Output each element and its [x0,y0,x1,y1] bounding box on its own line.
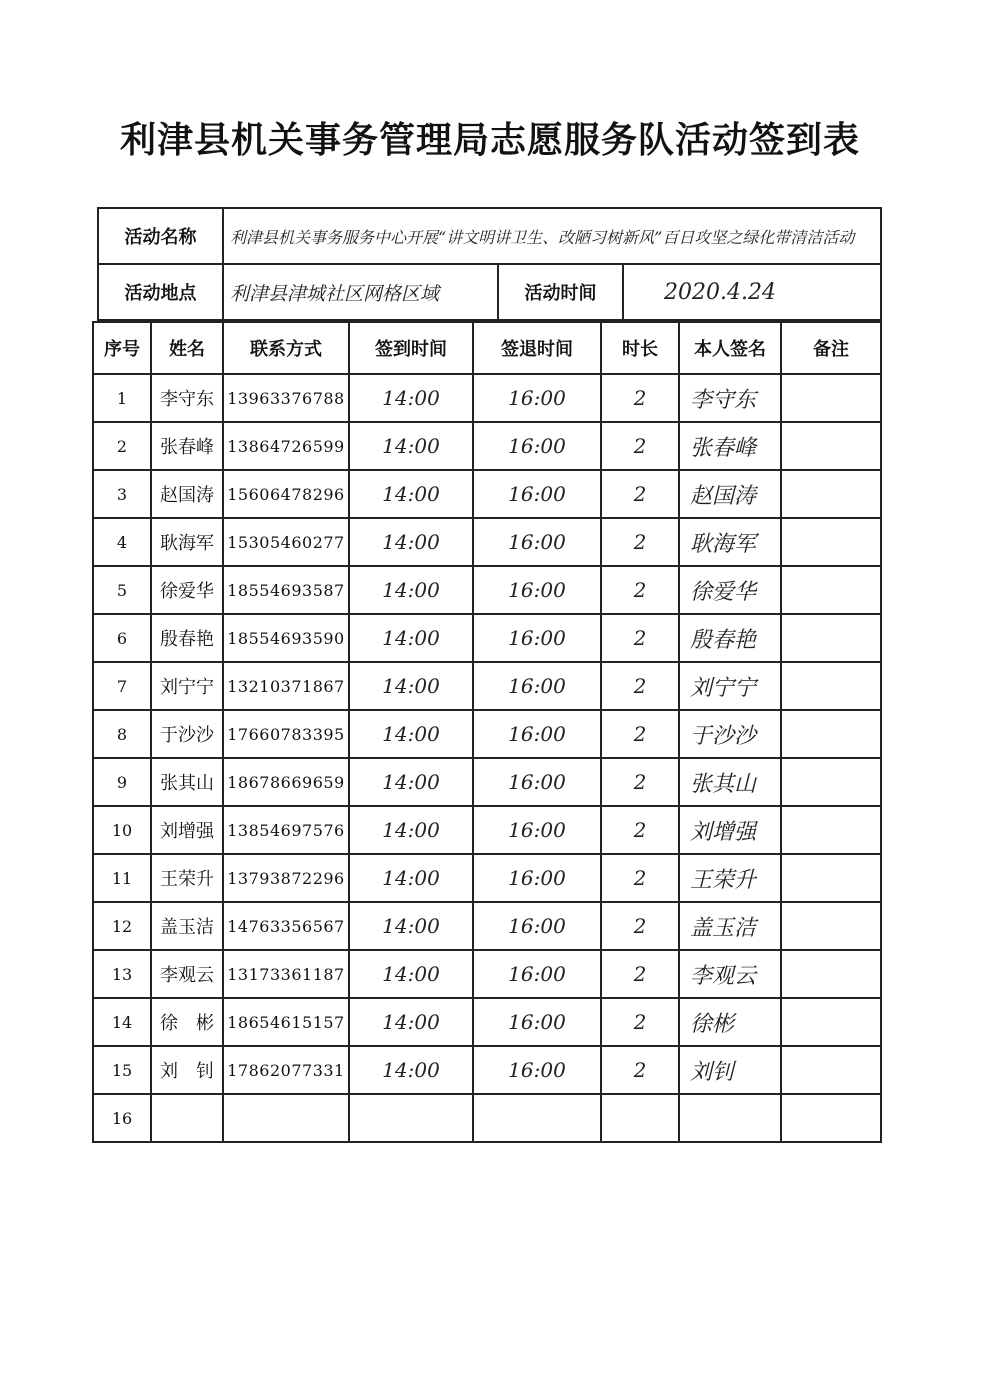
row-duration [601,1094,679,1142]
row-name: 王荣升 [151,854,223,902]
table-row [93,902,881,950]
header-contact: 联系方式 [223,322,349,374]
row-number: 5 [93,566,151,614]
row-sign-in-time: 14:00 [349,470,473,518]
row-sign-out-time: 16:00 [473,854,601,902]
row-phone: 15305460277 [223,518,349,566]
row-phone: 17660783395 [223,710,349,758]
table-row [93,470,881,518]
table-row [93,758,881,806]
row-signature: 赵国涛 [679,470,781,518]
row-name: 刘宁宁 [151,662,223,710]
row-name: 赵国涛 [151,470,223,518]
row-sign-out-time: 16:00 [473,710,601,758]
row-phone: 13210371867 [223,662,349,710]
row-phone: 18654615157 [223,998,349,1046]
activity-time-value: 2020.4.24 [623,264,881,320]
row-remarks [781,662,881,710]
row-name: 耿海军 [151,518,223,566]
row-remarks [781,614,881,662]
row-name: 刘 钊 [151,1046,223,1094]
row-duration: 2 [601,662,679,710]
activity-time-label: 活动时间 [498,264,623,320]
table-row [93,806,881,854]
row-duration: 2 [601,950,679,998]
row-remarks [781,518,881,566]
row-sign-out-time: 16:00 [473,806,601,854]
row-signature: 张其山 [679,758,781,806]
row-phone: 13864726599 [223,422,349,470]
row-phone: 18678669659 [223,758,349,806]
row-duration: 2 [601,854,679,902]
table-row [93,998,881,1046]
row-number: 12 [93,902,151,950]
row-name: 殷春艳 [151,614,223,662]
row-signature [679,1094,781,1142]
row-remarks [781,950,881,998]
table-row [93,854,881,902]
activity-location-label: 活动地点 [98,264,223,320]
row-remarks [781,566,881,614]
row-sign-out-time: 16:00 [473,902,601,950]
row-name: 李守东 [151,374,223,422]
row-sign-out-time: 16:00 [473,1046,601,1094]
activity-name-row [98,208,881,264]
row-number: 3 [93,470,151,518]
row-signature: 耿海军 [679,518,781,566]
row-number: 13 [93,950,151,998]
page-title: 利津县机关事务管理局志愿服务队活动签到表 [119,119,860,161]
row-name: 徐 彬 [151,998,223,1046]
row-number: 6 [93,614,151,662]
row-number: 9 [93,758,151,806]
row-sign-in-time: 14:00 [349,662,473,710]
row-number: 10 [93,806,151,854]
row-phone: 18554693590 [223,614,349,662]
row-number: 1 [93,374,151,422]
row-duration: 2 [601,566,679,614]
activity-name-label: 活动名称 [98,208,223,264]
row-signature: 刘宁宁 [679,662,781,710]
row-phone [223,1094,349,1142]
row-phone: 17862077331 [223,1046,349,1094]
row-signature: 徐爱华 [679,566,781,614]
row-duration: 2 [601,422,679,470]
row-signature: 于沙沙 [679,710,781,758]
row-number: 4 [93,518,151,566]
row-sign-in-time [349,1094,473,1142]
row-phone: 13173361187 [223,950,349,998]
row-sign-out-time [473,1094,601,1142]
header-name: 姓名 [151,322,223,374]
row-duration: 2 [601,758,679,806]
row-remarks [781,374,881,422]
row-sign-out-time: 16:00 [473,422,601,470]
row-phone: 18554693587 [223,566,349,614]
row-name: 李观云 [151,950,223,998]
row-sign-in-time: 14:00 [349,1046,473,1094]
row-signature: 王荣升 [679,854,781,902]
row-sign-in-time: 14:00 [349,998,473,1046]
row-phone: 13854697576 [223,806,349,854]
row-duration: 2 [601,998,679,1046]
row-sign-out-time: 16:00 [473,518,601,566]
row-signature: 刘钊 [679,1046,781,1094]
activity-name-value: 利津县机关事务服务中心开展“讲文明讲卫生、改陋习树新风”百日攻坚之绿化带清洁活动 [223,208,881,264]
table-row [93,374,881,422]
header-duration: 时长 [601,322,679,374]
row-remarks [781,806,881,854]
row-number: 7 [93,662,151,710]
row-remarks [781,902,881,950]
row-duration: 2 [601,1046,679,1094]
row-signature: 李观云 [679,950,781,998]
table-row [93,950,881,998]
header-no: 序号 [93,322,151,374]
row-sign-out-time: 16:00 [473,614,601,662]
row-duration: 2 [601,518,679,566]
header-remarks: 备注 [781,322,881,374]
row-sign-out-time: 16:00 [473,758,601,806]
table-header-row [93,322,881,374]
row-signature: 殷春艳 [679,614,781,662]
row-sign-in-time: 14:00 [349,950,473,998]
row-remarks [781,422,881,470]
row-remarks [781,854,881,902]
table-row [93,614,881,662]
row-signature: 刘增强 [679,806,781,854]
row-duration: 2 [601,374,679,422]
row-duration: 2 [601,806,679,854]
row-number: 16 [93,1094,151,1142]
table-row [93,1046,881,1094]
activity-location-row [98,264,881,320]
row-signature: 张春峰 [679,422,781,470]
table-row [93,710,881,758]
row-sign-in-time: 14:00 [349,518,473,566]
row-phone: 15606478296 [223,470,349,518]
row-sign-out-time: 16:00 [473,950,601,998]
row-sign-in-time: 14:00 [349,854,473,902]
row-number: 2 [93,422,151,470]
row-sign-out-time: 16:00 [473,374,601,422]
row-name: 刘增强 [151,806,223,854]
row-signature: 徐彬 [679,998,781,1046]
row-sign-in-time: 14:00 [349,806,473,854]
row-signature: 盖玉洁 [679,902,781,950]
row-name [151,1094,223,1142]
row-sign-in-time: 14:00 [349,758,473,806]
row-sign-in-time: 14:00 [349,710,473,758]
header-signature: 本人签名 [679,322,781,374]
signin-table [92,321,882,1143]
row-name: 张春峰 [151,422,223,470]
table-row [93,518,881,566]
row-remarks [781,998,881,1046]
row-sign-out-time: 16:00 [473,662,601,710]
row-phone: 13963376788 [223,374,349,422]
row-sign-out-time: 16:00 [473,998,601,1046]
row-signature: 李守东 [679,374,781,422]
row-number: 14 [93,998,151,1046]
row-remarks [781,710,881,758]
row-number: 15 [93,1046,151,1094]
row-remarks [781,470,881,518]
row-duration: 2 [601,470,679,518]
row-name: 于沙沙 [151,710,223,758]
row-name: 盖玉洁 [151,902,223,950]
header-sign-in-time: 签到时间 [349,322,473,374]
row-sign-out-time: 16:00 [473,566,601,614]
row-number: 11 [93,854,151,902]
table-row [93,566,881,614]
row-duration: 2 [601,710,679,758]
table-row [93,1094,881,1142]
row-sign-in-time: 14:00 [349,374,473,422]
row-phone: 13793872296 [223,854,349,902]
activity-info-table [97,207,882,321]
table-row [93,662,881,710]
row-remarks [781,1094,881,1142]
row-sign-in-time: 14:00 [349,614,473,662]
activity-location-value: 利津县津城社区网格区域 [223,264,498,320]
row-remarks [781,1046,881,1094]
table-body [93,374,881,1142]
row-sign-out-time: 16:00 [473,470,601,518]
header-sign-out-time: 签退时间 [473,322,601,374]
row-sign-in-time: 14:00 [349,902,473,950]
row-sign-in-time: 14:00 [349,566,473,614]
row-number: 8 [93,710,151,758]
row-duration: 2 [601,902,679,950]
row-remarks [781,758,881,806]
row-duration: 2 [601,614,679,662]
row-sign-in-time: 14:00 [349,422,473,470]
row-name: 张其山 [151,758,223,806]
row-name: 徐爱华 [151,566,223,614]
row-phone: 14763356567 [223,902,349,950]
table-row [93,422,881,470]
